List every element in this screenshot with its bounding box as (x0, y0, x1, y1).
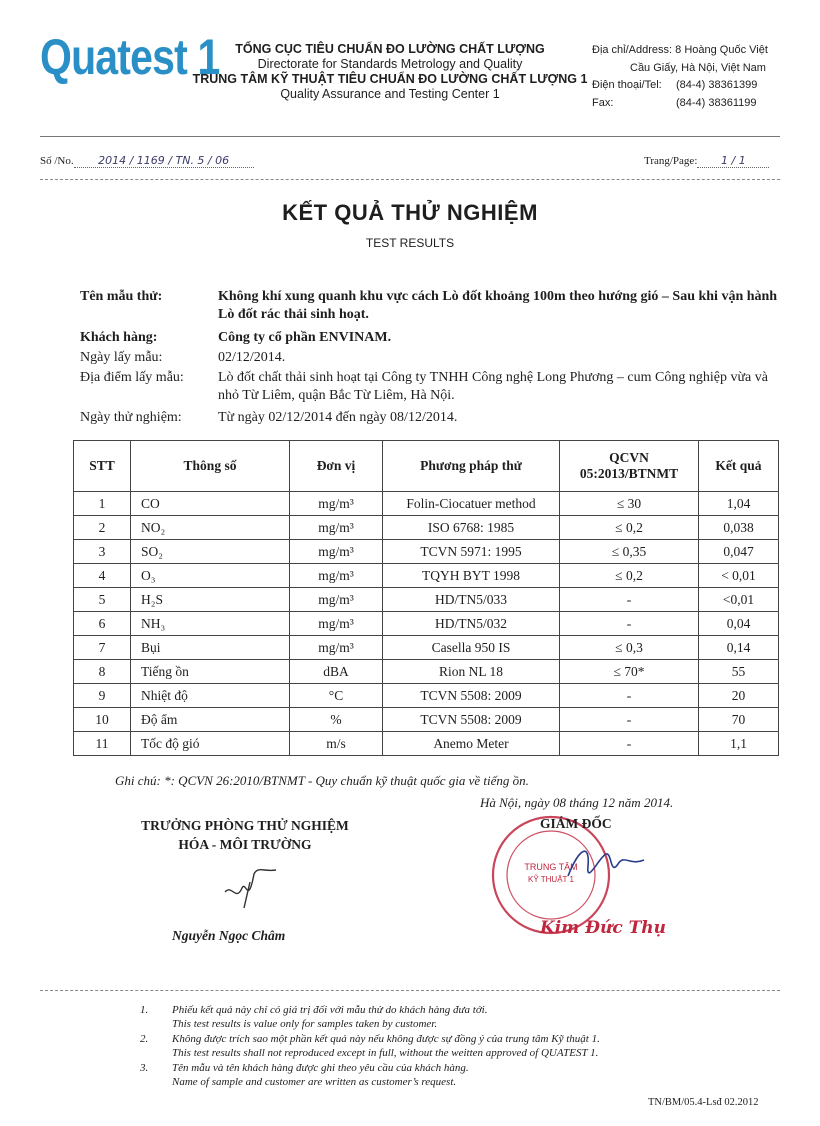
footer-divider (40, 990, 780, 991)
cell-qcvn: ≤ 70* (560, 660, 699, 684)
cell-method: TCVN 5508: 2009 (383, 708, 560, 732)
cell-method: TCVN 5508: 2009 (383, 684, 560, 708)
sampling-date-label: Ngày lấy mẫu: (80, 350, 163, 365)
footer-item-en: This test results is value only for samples taken by customer. (172, 1017, 438, 1030)
table-row (74, 492, 779, 516)
cell-param: Tiếng ồn (131, 660, 290, 684)
cell-result: 0,14 (699, 636, 779, 660)
header-qcvn-line1: QCVN (609, 450, 649, 465)
footer-item-vi: Tên mẫu và tên khách hàng được ghi theo yêu cầu của khách hàng. (172, 1062, 469, 1074)
page-subtitle: TEST RESULTS (365, 236, 455, 250)
right-signatory-name: Kim Đức Thụ (540, 918, 666, 938)
cell-result: 1,1 (699, 732, 779, 756)
test-date-value: Từ ngày 02/12/2014 đến ngày 08/12/2014. (218, 410, 458, 425)
footer-item-number: 3. (140, 1062, 149, 1074)
table-row (74, 732, 779, 756)
left-title-1: TRƯỞNG PHÒNG THỬ NGHIỆM (141, 818, 349, 833)
cell-param: O₃ (131, 564, 290, 588)
svg-text:KỸ THUẬT 1: KỸ THUẬT 1 (528, 875, 574, 884)
location-value: Lò đốt chất thải sinh hoạt tại Công ty TNHH Công nghệ Long Phương – cum Công nghiệp vừa và nhỏ Từ Liêm, quận Bắc Từ Liêm, Hà Nội. (218, 370, 768, 403)
header-result: Kết quả (699, 441, 779, 492)
svg-text:TRUNG TÂM: TRUNG TÂM (524, 862, 578, 872)
cell-stt: 8 (74, 660, 131, 684)
cell-unit: % (290, 708, 383, 732)
footer-item-number: 2. (140, 1033, 149, 1045)
page-number (644, 154, 769, 168)
cell-stt: 5 (74, 588, 131, 612)
note: Ghi chú: *: QCVN 26:2010/BTNMT - Quy chuẩn kỹ thuật quốc gia về tiếng ồn. (115, 773, 529, 788)
sampling-date-value: 02/12/2014. (218, 350, 286, 365)
cell-result: 0,04 (699, 612, 779, 636)
form-code: TN/BM/05.4-Lsđ 02.2012 (648, 1097, 759, 1108)
page-number-label: Trang/Page: (644, 155, 698, 167)
cell-param: H₂S (131, 588, 290, 612)
cell-result: 20 (699, 684, 779, 708)
cell-method: TQYH BYT 1998 (383, 564, 560, 588)
cell-method: Casella 950 IS (383, 636, 560, 660)
address-line-2: Cầu Giấy, Hà Nội, Việt Nam (630, 61, 766, 74)
header-qcvn (560, 441, 699, 492)
cell-stt: 4 (74, 564, 131, 588)
cell-param: Bụi (131, 636, 290, 660)
page-title: KẾT QUẢ THỬ NGHIỆM (282, 200, 538, 225)
cell-qcvn: - (560, 732, 699, 756)
cell-unit: dBA (290, 660, 383, 684)
cell-stt: 7 (74, 636, 131, 660)
cell-unit: mg/m³ (290, 636, 383, 660)
left-signatory-title (105, 816, 385, 854)
cell-unit: mg/m³ (290, 612, 383, 636)
page-number-value: 1 / 1 (697, 154, 769, 168)
test-date-row (80, 409, 780, 429)
cell-method: Folin-Ciocatuer method (383, 492, 560, 516)
location-row (80, 369, 780, 409)
org-line-4: Quality Assurance and Testing Center 1 (280, 87, 500, 101)
footer-item (140, 1033, 760, 1060)
organization-block (185, 42, 595, 102)
table-row (74, 588, 779, 612)
sample-label: Tên mẫu thử: (80, 289, 163, 304)
tel-value: (84-4) 38361399 (676, 79, 758, 91)
cell-param: Độ ẩm (131, 708, 290, 732)
cell-result: < 0,01 (699, 564, 779, 588)
header-stt: STT (74, 441, 131, 492)
address-line-1: 8 Hoàng Quốc Việt (675, 44, 768, 56)
ref-divider (40, 179, 780, 180)
table-row (74, 708, 779, 732)
table-row (74, 660, 779, 684)
cell-qcvn: ≤ 0,2 (560, 564, 699, 588)
sign-date: Hà Nội, ngày 08 tháng 12 năm 2014. (480, 795, 674, 810)
cell-qcvn: ≤ 0,35 (560, 540, 699, 564)
cell-stt: 9 (74, 684, 131, 708)
cell-param: NO₂ (131, 516, 290, 540)
cell-unit: mg/m³ (290, 588, 383, 612)
cell-qcvn: - (560, 612, 699, 636)
table-row (74, 612, 779, 636)
cell-param: Nhiệt độ (131, 684, 290, 708)
cell-method: Anemo Meter (383, 732, 560, 756)
cell-unit: mg/m³ (290, 564, 383, 588)
cell-stt: 2 (74, 516, 131, 540)
cell-qcvn: ≤ 30 (560, 492, 699, 516)
sample-row (80, 288, 780, 328)
org-line-2: Directorate for Standards Metrology and Quality (257, 57, 523, 71)
cell-method: Rion NL 18 (383, 660, 560, 684)
sampling-date-row (80, 349, 780, 369)
header-divider (40, 136, 780, 137)
org-line-3: TRUNG TÂM KỸ THUẬT TIÊU CHUẨN ĐO LƯỜNG CHẤT LƯỢNG 1 (192, 72, 588, 86)
header-param: Thông số (131, 441, 290, 492)
footer-item-number: 1. (140, 1004, 149, 1016)
header-qcvn-line2: 05:2013/BTNMT (579, 466, 679, 481)
test-date-label: Ngày thử nghiệm: (80, 410, 182, 425)
cell-unit: mg/m³ (290, 492, 383, 516)
footer-item-vi: Phiếu kết quả này chỉ có giá trị đối với mẫu thử do khách hàng đưa tới. (172, 1004, 488, 1016)
contact-block (592, 42, 782, 112)
cell-method: ISO 6768: 1985 (383, 516, 560, 540)
table-row (74, 516, 779, 540)
cell-param: NH₃ (131, 612, 290, 636)
table-row (74, 564, 779, 588)
cell-result: 0,038 (699, 516, 779, 540)
cell-result: <0,01 (699, 588, 779, 612)
fax-value: (84-4) 38361199 (676, 96, 757, 109)
left-signature (220, 862, 280, 912)
table-row (74, 540, 779, 564)
cell-stt: 10 (74, 708, 131, 732)
left-signatory-name: Nguyễn Ngọc Châm (172, 928, 286, 943)
cell-param: SO₂ (131, 540, 290, 564)
cell-result: 70 (699, 708, 779, 732)
quatest-logo: Quatest 1 (40, 29, 220, 85)
table-row (74, 684, 779, 708)
cell-stt: 11 (74, 732, 131, 756)
footer-notes (140, 1004, 760, 1091)
address-label: Địa chỉ/Address: (592, 44, 673, 56)
cell-stt: 3 (74, 540, 131, 564)
org-line-1: TỔNG CỤC TIÊU CHUẨN ĐO LƯỜNG CHẤT LƯỢNG (235, 42, 545, 56)
footer-item (140, 1004, 760, 1031)
right-signatory-title: GIÁM ĐỐC (540, 816, 612, 831)
cell-unit: mg/m³ (290, 516, 383, 540)
cell-qcvn: - (560, 708, 699, 732)
table-row (74, 636, 779, 660)
customer-label: Khách hàng: (80, 330, 158, 345)
report-number-value: 2014 / 1169 / TN. 5 / 06 (74, 154, 254, 168)
cell-param: CO (131, 492, 290, 516)
cell-stt: 6 (74, 612, 131, 636)
footer-item-vi: Không được trích sao một phần kết quả này nếu không được sự đồng ý của trung tâm Kỹ thuật 1. (172, 1033, 600, 1045)
footer-item-en: Name of sample and customer are written as customer’s request. (172, 1075, 457, 1088)
cell-method: TCVN 5971: 1995 (383, 540, 560, 564)
cell-qcvn: - (560, 588, 699, 612)
report-number-label: Số /No. (40, 155, 74, 167)
cell-qcvn: - (560, 684, 699, 708)
sample-value: Không khí xung quanh khu vực cách Lò đốt khoảng 100m theo hướng gió – Sau khi vận hành Lò đốt rác thải sinh hoạt. (218, 289, 778, 322)
cell-qcvn: ≤ 0,3 (560, 636, 699, 660)
cell-method: HD/TN5/032 (383, 612, 560, 636)
cell-method: HD/TN5/033 (383, 588, 560, 612)
cell-unit: m/s (290, 732, 383, 756)
table-header-row (74, 441, 779, 492)
cell-result: 0,047 (699, 540, 779, 564)
cell-unit: °C (290, 684, 383, 708)
location-label: Địa điểm lấy mẫu: (80, 370, 184, 385)
fax-label: Fax: (592, 96, 614, 109)
customer-value: Công ty cổ phần ENVINAM. (218, 330, 392, 345)
cell-qcvn: ≤ 0,2 (560, 516, 699, 540)
cell-stt: 1 (74, 492, 131, 516)
header-unit: Đơn vị (290, 441, 383, 492)
results-table (73, 440, 779, 756)
cell-param: Tốc độ gió (131, 732, 290, 756)
report-number (40, 154, 254, 168)
customer-row (80, 329, 780, 349)
right-signature (560, 836, 650, 896)
left-title-2: HÓA - MÔI TRƯỜNG (178, 837, 312, 852)
tel-label: Điện thoại/Tel: (592, 79, 662, 91)
footer-item-en: This test results shall not reproduced except in full, without the weitten approved of QUATEST 1. (172, 1046, 599, 1059)
cell-result: 1,04 (699, 492, 779, 516)
cell-result: 55 (699, 660, 779, 684)
header-method: Phương pháp thử (383, 441, 560, 492)
footer-item (140, 1062, 760, 1089)
cell-unit: mg/m³ (290, 540, 383, 564)
